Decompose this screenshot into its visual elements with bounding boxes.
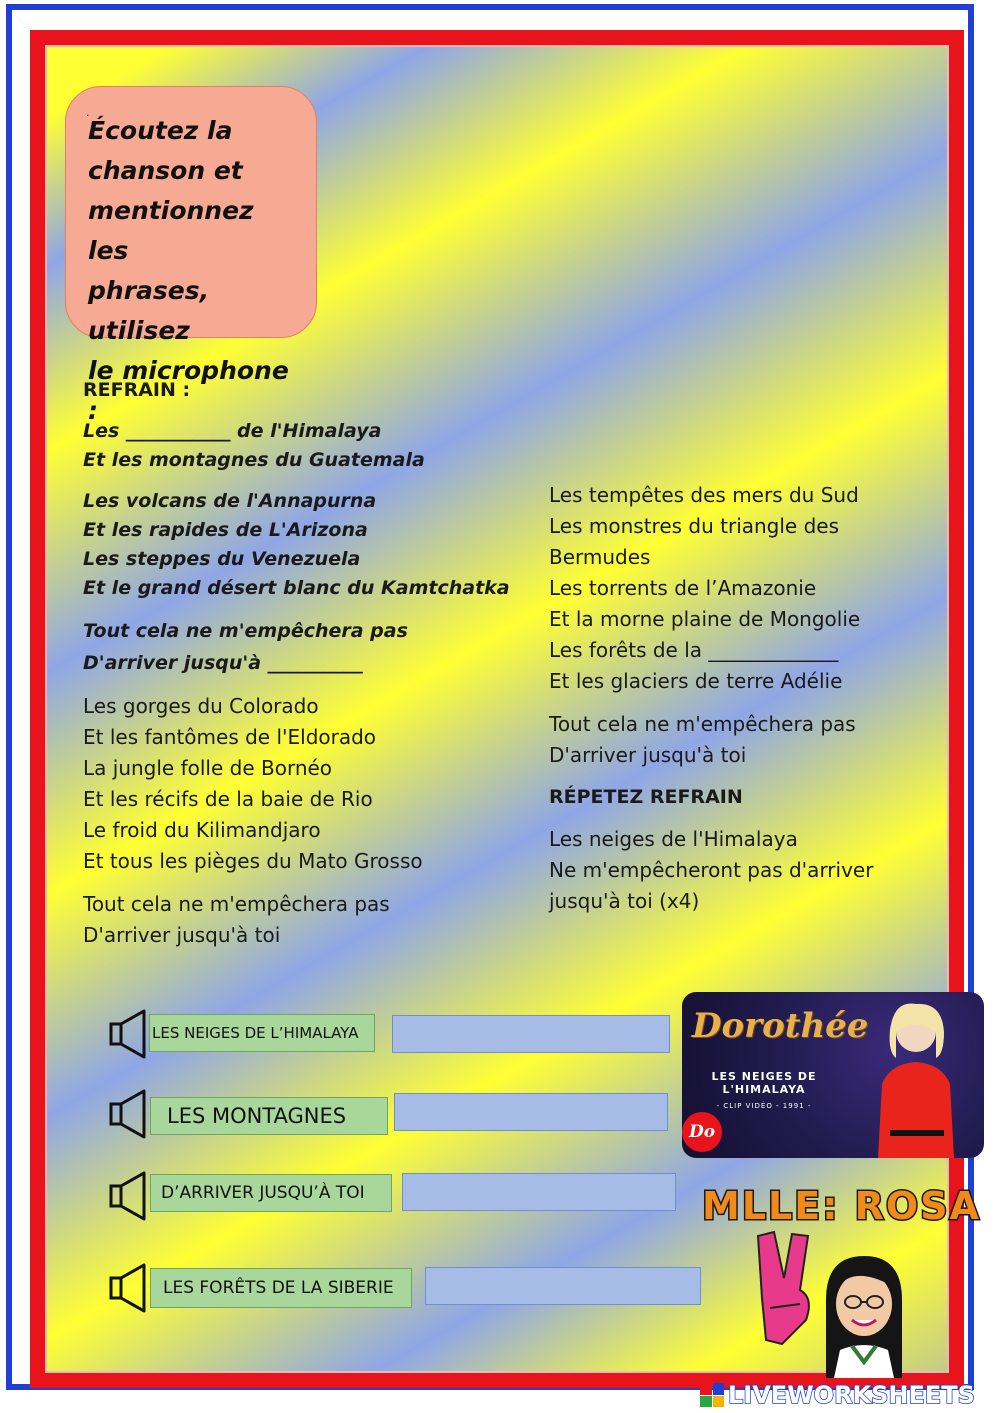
lyric-line: D'arriver jusqu'à toi xyxy=(549,743,747,767)
lyric-line: Et les récifs de la baie de Rio xyxy=(83,787,373,811)
phrase-label: D’ARRIVER JUSQU’À TOI xyxy=(150,1174,392,1212)
lyric-line: La jungle folle de Bornéo xyxy=(83,756,333,780)
speaker-icon[interactable] xyxy=(108,1170,148,1222)
phrase-label: LES NEIGES DE L’HIMALAYA xyxy=(149,1014,375,1052)
instruction-line: le microphone : xyxy=(88,356,289,425)
lyric-line: Et tous les pièges du Mato Grosso xyxy=(83,849,423,873)
lyric-line: Tout cela ne m'empêchera pas xyxy=(83,620,408,642)
lyric-line: Les monstres du triangle des xyxy=(549,514,840,538)
video-title-line xyxy=(704,1070,824,1096)
lyric-line: Et les rapides de L'Arizona xyxy=(83,519,368,541)
lyric-line: Les steppes du Venezuela xyxy=(83,548,361,570)
phrase-label: LES FORÊTS DE LA SIBERIE xyxy=(150,1268,412,1308)
instruction-line: phrases, utilisez xyxy=(88,276,210,345)
answer-field[interactable] xyxy=(402,1173,676,1211)
lyric-line: D'arriver jusqu'à toi xyxy=(83,923,281,947)
lyric-line: Et les glaciers de terre Adélie xyxy=(549,669,843,693)
lyric-line: Et les fantômes de l'Eldorado xyxy=(83,725,377,749)
teacher-avatar xyxy=(812,1250,916,1378)
speaker-icon[interactable] xyxy=(108,1008,148,1060)
instruction-line: Écoutez la xyxy=(88,116,233,145)
lyric-line: Et le grand désert blanc du Kamtchatka xyxy=(83,577,510,599)
lyric-line: Et les montagnes du Guatemala xyxy=(83,449,425,471)
video-brand: Dorothée xyxy=(692,1006,869,1046)
liveworksheets-logo xyxy=(700,1380,975,1410)
instruction-marker: . xyxy=(86,105,90,119)
answer-field[interactable] xyxy=(394,1093,668,1131)
lyric-line: Tout cela ne m'empêchera pas xyxy=(83,892,390,916)
instruction-line: chanson et xyxy=(88,156,243,185)
video-caption: - CLIP VIDÉO - 1991 - xyxy=(716,1102,812,1110)
video-thumbnail[interactable] xyxy=(682,992,984,1158)
phrase-label: LES MONTAGNES xyxy=(150,1097,388,1135)
lyric-line: Les neiges de l'Himalaya xyxy=(549,827,798,851)
refrain-heading: REFRAIN : xyxy=(83,379,191,401)
liveworksheets-badge-icon xyxy=(700,1383,724,1407)
speaker-icon[interactable] xyxy=(108,1262,148,1314)
lyric-line: Tout cela ne m'empêchera pas xyxy=(549,712,856,736)
repeat-refrain-heading: RÉPETEZ REFRAIN xyxy=(549,786,743,808)
teacher-name: MLLE: ROSA xyxy=(702,1184,981,1228)
lyric-line: Les tempêtes des mers du Sud xyxy=(549,483,859,507)
lyric-line: Bermudes xyxy=(549,545,651,569)
lyric-line: Les volcans de l'Annapurna xyxy=(83,490,377,512)
lyric-line: Les forêts de la _____________ xyxy=(549,638,839,662)
video-title-line-1: LES NEIGES DE xyxy=(711,1070,817,1083)
lyric-line: jusqu'à toi (x4) xyxy=(549,889,700,913)
lyric-line: Les torrents de l’Amazonie xyxy=(549,576,817,600)
channel-logo: Do xyxy=(682,1112,722,1152)
lyric-line: Et la morne plaine de Mongolie xyxy=(549,607,861,631)
video-title-line-2: L'HIMALAYA xyxy=(722,1083,806,1096)
lyrics-left-column xyxy=(83,376,510,951)
lyric-line: Ne m'empêcheront pas d'arriver xyxy=(549,858,874,882)
instruction-line: mentionnez les xyxy=(88,196,254,265)
lyric-line: D'arriver jusqu'à __________ xyxy=(83,652,363,674)
lyrics-right-column xyxy=(549,480,873,917)
lyric-line: Les gorges du Colorado xyxy=(83,694,319,718)
lyric-line: Le froid du Kilimandjaro xyxy=(83,818,321,842)
singer-photo xyxy=(850,992,984,1158)
answer-field[interactable] xyxy=(392,1015,670,1053)
lyric-line: Les ___________ de l'Himalaya xyxy=(83,420,382,442)
answer-field[interactable] xyxy=(425,1267,701,1305)
footer-brand-text: LIVEWORKSHEETS xyxy=(728,1381,975,1409)
speaker-icon[interactable] xyxy=(108,1088,148,1140)
